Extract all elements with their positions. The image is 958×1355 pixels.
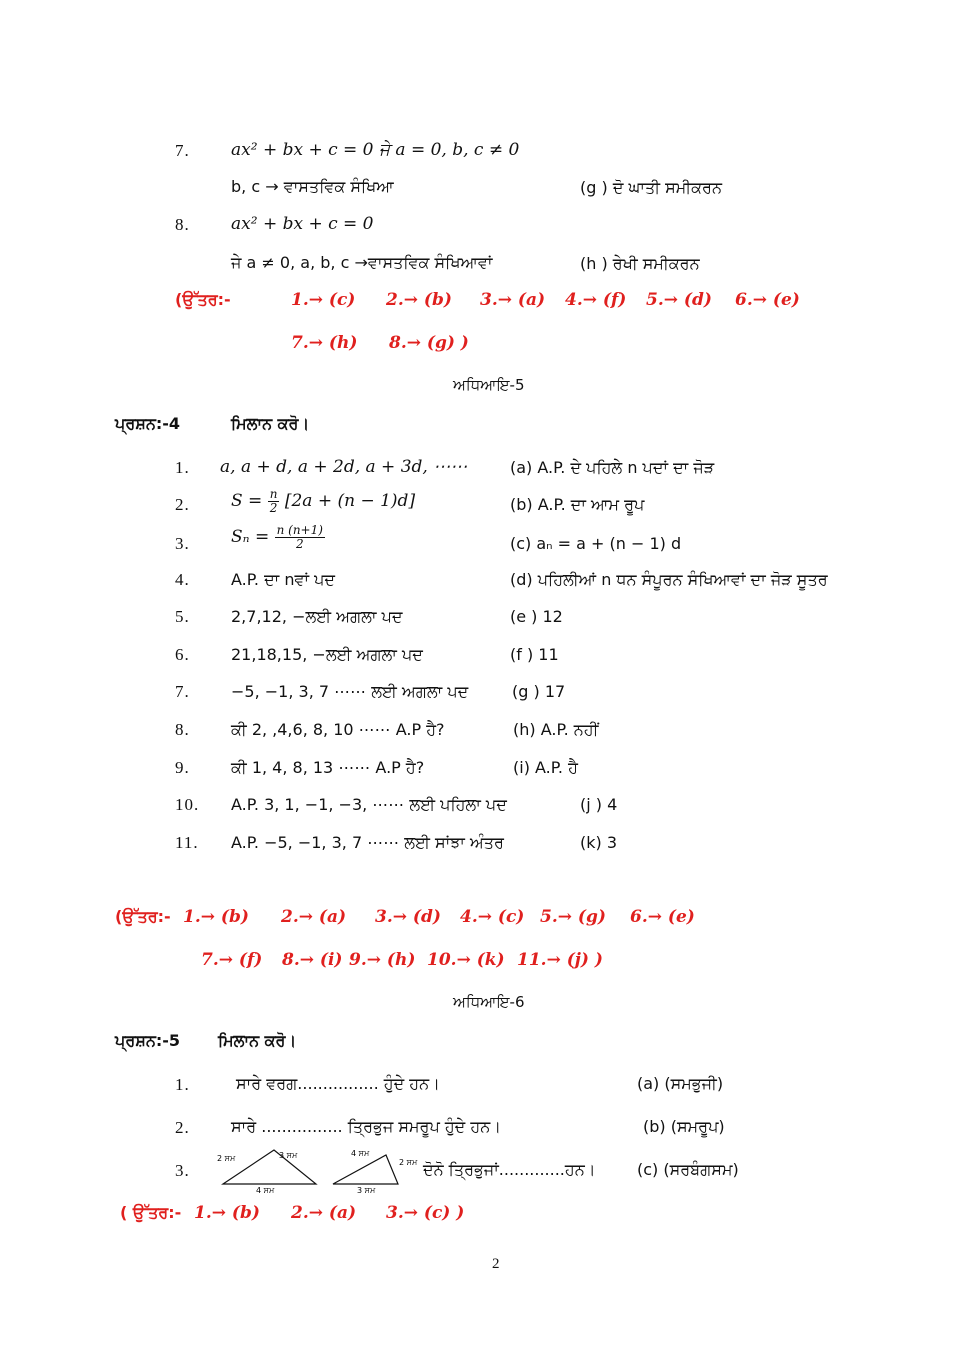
item-right: (h) A.P. ਨਹੀਂ [513, 720, 599, 739]
item-left: A.P. 3, 1, −1, −3, ⋯⋯ ਲਈ ਪਹਿਲਾ ਪਦ [231, 795, 507, 814]
triangle-left [223, 1150, 316, 1184]
item-left: a, a + d, a + 2d, a + 3d, ⋯⋯ [220, 457, 468, 477]
answer-label: (ਉੱਤਰ:- [115, 907, 171, 926]
formula-prefix: Sₙ = [231, 527, 270, 547]
answer-item: 7.→ (h) [291, 333, 358, 353]
answer-item: 7.→ (f) [201, 950, 263, 970]
fraction [268, 488, 280, 515]
answer-item: 2.→ (b) [386, 290, 452, 310]
triangle-left-side-b: 3 ਸਮ [279, 1151, 298, 1160]
item-number: 5. [175, 607, 190, 626]
triangle-right [333, 1155, 398, 1184]
answer-item: 9.→ (h) [349, 950, 416, 970]
item-left: ਸਾਰੇ ................ ਤ੍ਰਿਭੁਜ ਸਮਰੂਪ ਹੁੰਦੇ ਹਨ। [231, 1117, 501, 1136]
fraction-denominator: 2 [269, 501, 278, 515]
triangle-right-side-b: 2 ਸਮ [399, 1158, 418, 1167]
question-title: ਮਿਲਾਨ ਕਰੋ। [218, 1031, 297, 1050]
question-label: ਪ੍ਰਸ਼ਨ:-5 [115, 1031, 181, 1050]
q8-match: (h ) ਰੇਖੀ ਸਮੀਕਰਨ [580, 254, 700, 273]
answer-item: 6.→ (e) [630, 907, 695, 927]
item-number: 4. [175, 570, 190, 589]
item-number: 3. [175, 1161, 190, 1180]
item-left: ਕੀ 2, ,4,6, 8, 10 ⋯⋯ A.P ਹੈ? [231, 720, 445, 739]
fraction-numerator: n (n+1) [276, 523, 323, 537]
item-left: ਕੀ 1, 4, 8, 13 ⋯⋯ A.P ਹੈ? [231, 758, 425, 777]
item-right: (a) (ਸਮਭੁਜੀ) [637, 1074, 724, 1093]
answer-item: 10.→ (k) [427, 950, 505, 970]
question-label: ਪ੍ਰਸ਼ਨ:-4 [115, 414, 181, 433]
answer-item: 1.→ (b) [183, 907, 249, 927]
answer-item: 11.→ (j) ) [517, 950, 603, 970]
item-right: (b) (ਸਮਰੂਪ) [643, 1117, 725, 1136]
item-number: 6. [175, 645, 190, 664]
question-title: ਮਿਲਾਨ ਕਰੋ। [231, 414, 310, 433]
item-number: 1. [175, 458, 190, 477]
formula-prefix: S = [231, 491, 263, 511]
chapter-heading: ਅਧਿਆਇ-5 [453, 376, 525, 394]
item-number: 11. [175, 833, 199, 852]
item-right: (e ) 12 [510, 607, 563, 626]
item-number: 7. [175, 682, 190, 701]
item-left: ਦੋਨੋ ਤ੍ਰਿਭੁਜਾਂ.............ਹਨ। [423, 1160, 596, 1179]
answer-item: 3.→ (c) ) [386, 1203, 465, 1223]
item-number: 10. [175, 795, 200, 814]
answer-label: (ਉੱਤਰ:- [175, 290, 231, 309]
page-number: 2 [492, 1256, 500, 1272]
item-left: 21,18,15, −ਲਈ ਅਗਲਾ ਪਦ [231, 645, 423, 664]
item-number: 1. [175, 1075, 190, 1094]
item-right: (k) 3 [580, 833, 618, 852]
answer-item: 1.→ (b) [194, 1203, 260, 1223]
item-right: (a) A.P. ਦੇ ਪਹਿਲੇ n ਪਦਾਂ ਦਾ ਜੋੜ [510, 458, 715, 477]
q7-number: 7. [175, 141, 190, 160]
triangle-left-side-a: 2 ਸਮ [217, 1154, 236, 1163]
q8-condition: ਜੇ a ≠ 0, a, b, c →ਵਾਸਤਵਿਕ ਸੰਖਿਆਵਾਂ [231, 253, 493, 272]
item-right: (f ) 11 [510, 645, 559, 664]
q8-number: 8. [175, 215, 190, 234]
fraction [275, 524, 325, 551]
triangle-left-side-c: 4 ਸਮ [256, 1186, 275, 1195]
answer-item: 3.→ (a) [480, 290, 546, 310]
item-right: (g ) 17 [512, 682, 566, 701]
item-right: (j ) 4 [580, 795, 618, 814]
item-right: (c) (ਸਰਬੰਗਸਮ) [637, 1160, 739, 1179]
item-number: 2. [175, 495, 190, 514]
answer-item: 4.→ (c) [460, 907, 525, 927]
item-left: A.P. −5, −1, 3, 7 ⋯⋯ ਲਈ ਸਾਂਝਾ ਅੰਤਰ [231, 833, 504, 852]
item-right: (b) A.P. ਦਾ ਆਮ ਰੂਪ [510, 495, 645, 514]
answer-item: 8.→ (i) [282, 950, 343, 970]
item-left-formula [231, 488, 415, 515]
answer-item: 3.→ (d) [375, 907, 441, 927]
answer-item: 4.→ (f) [565, 290, 627, 310]
item-right: (d) ਪਹਿਲੀਆਂ n ਧਨ ਸੰਪੂਰਨ ਸੰਖਿਆਵਾਂ ਦਾ ਜੋੜ ਸੂਤਰ [510, 570, 828, 589]
q7-match: (g ) ਦੋ ਘਾਤੀ ਸਮੀਕਰਨ [580, 178, 722, 197]
q8-equation: ax² + bx + c = 0 [231, 214, 374, 234]
answer-item: 5.→ (g) [540, 907, 606, 927]
fraction-numerator: n [269, 487, 278, 501]
answer-label: ( ਉੱਤਰ:- [120, 1203, 182, 1222]
triangles-figure [208, 1143, 428, 1195]
answer-item: 8.→ (g) ) [389, 333, 469, 353]
item-number: 8. [175, 720, 190, 739]
answer-item: 5.→ (d) [646, 290, 712, 310]
item-left-formula [231, 524, 325, 551]
item-left: ਸਾਰੇ ਵਰਗ................ ਹੁੰਦੇ ਹਨ। [236, 1074, 440, 1093]
answer-item: 2.→ (a) [281, 907, 347, 927]
item-number: 3. [175, 534, 190, 553]
formula-body: [2a + (n − 1)d] [284, 491, 416, 511]
item-left: −5, −1, 3, 7 ⋯⋯ ਲਈ ਅਗਲਾ ਪਦ [231, 682, 469, 701]
answer-item: 1.→ (c) [291, 290, 356, 310]
q7-equation: ax² + bx + c = 0 ਜੇ a = 0, b, c ≠ 0 [231, 140, 520, 160]
item-number: 2. [175, 1118, 190, 1137]
triangle-right-side-c: 3 ਸਮ [357, 1186, 376, 1195]
item-left: A.P. ਦਾ nਵਾਂ ਪਦ [231, 570, 336, 589]
item-right: (i) A.P. ਹੈ [513, 758, 578, 777]
answer-item: 6.→ (e) [735, 290, 800, 310]
chapter-heading: ਅਧਿਆਇ-6 [453, 993, 525, 1011]
item-number: 9. [175, 758, 190, 777]
q7-condition: b, c → ਵਾਸਤਵਿਕ ਸੰਖਿਆ [231, 177, 394, 196]
fraction-denominator: 2 [295, 537, 304, 551]
answer-item: 2.→ (a) [291, 1203, 357, 1223]
triangle-right-side-a: 4 ਸਮ [351, 1149, 370, 1158]
item-left: 2,7,12, −ਲਈ ਅਗਲਾ ਪਦ [231, 607, 403, 626]
item-right: (c) aₙ = a + (n − 1) d [510, 534, 682, 553]
